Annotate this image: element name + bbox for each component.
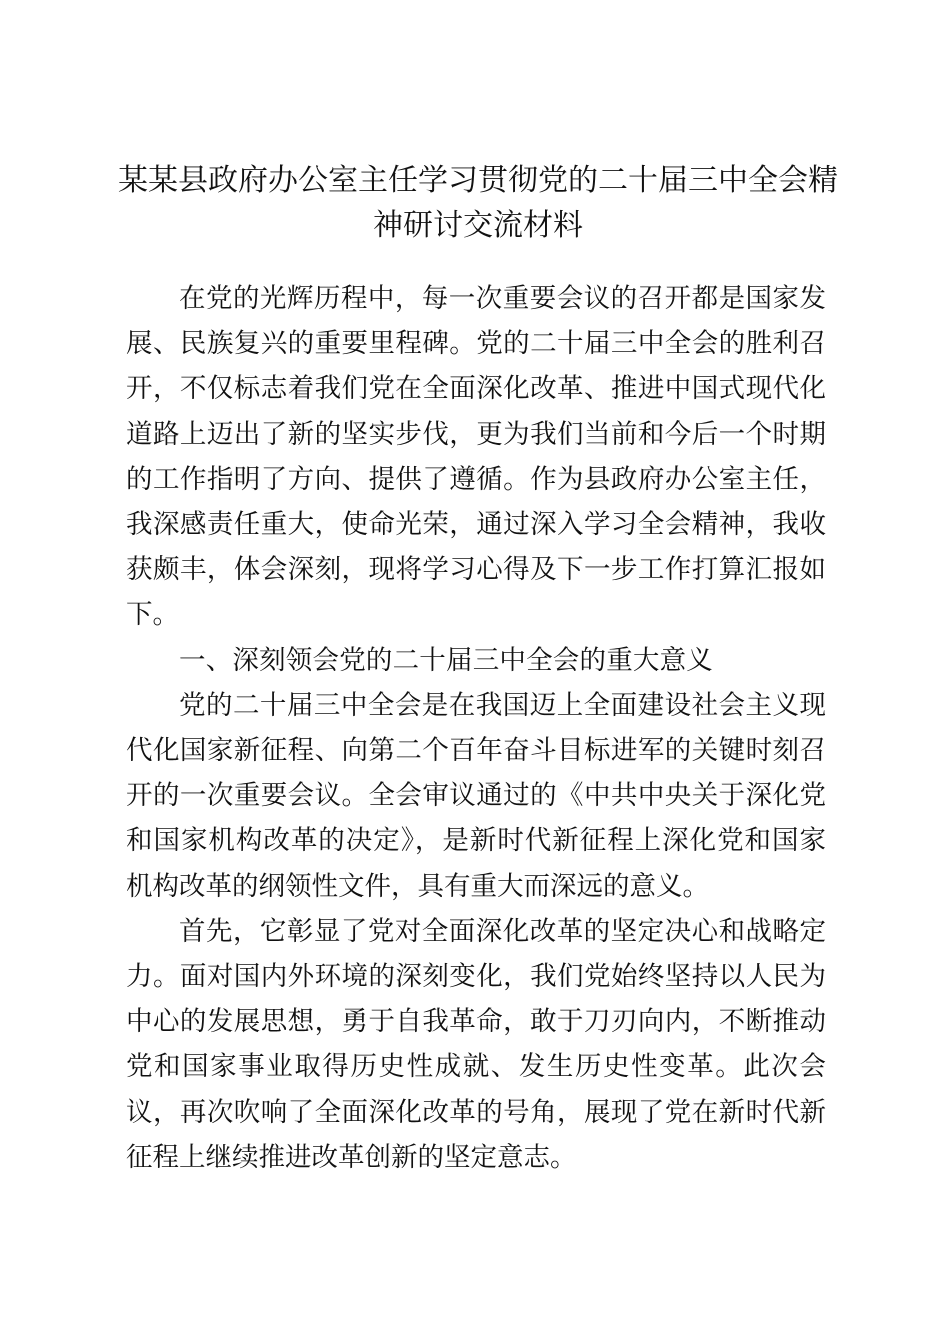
document-title: 某某县政府办公室主任学习贯彻党的二十届三中全会精神研讨交流材料 xyxy=(118,163,838,243)
section-heading-1: 一、深刻领会党的二十届三中全会的重大意义 xyxy=(179,644,713,676)
paragraph-significance: 党的二十届三中全会是在我国迈上全面建设社会主义现代化国家新征程、向第二个百年奋斗目标进军的关键时刻召开的一次重要会议。全会审议通过的《中共中央关于深化党和国家机构改革的决定》，是新时代新征程上深化党和国家机构改革的纲领性文件，具有重大而深远的意义。 xyxy=(126,689,826,902)
document-body xyxy=(126,276,826,1180)
paragraph-intro: 在党的光辉历程中，每一次重要会议的召开都是国家发展、民族复兴的重要里程碑。党的二十届三中全会的胜利召开，不仅标志着我们党在全面深化改革、推进中国式现代化道路上迈出了新的坚实步伐，更为我们当前和今后一个时期的工作指明了方向、提供了遵循。作为县政府办公室主任，我深感责任重大，使命光荣，通过深入学习全会精神，我收获颇丰，体会深刻，现将学习心得及下一步工作打算汇报如下。 xyxy=(126,283,826,631)
paragraph-first-point: 首先，它彰显了党对全面深化改革的坚定决心和战略定力。面对国内外环境的深刻变化，我们党始终坚持以人民为中心的发展思想，勇于自我革命，敢于刀刃向内，不断推动党和国家事业取得历史性成就、发生历史性变革。此次会议，再次吹响了全面深化改革的号角，展现了党在新时代新征程上继续推进改革创新的坚定意志。 xyxy=(126,915,826,1173)
